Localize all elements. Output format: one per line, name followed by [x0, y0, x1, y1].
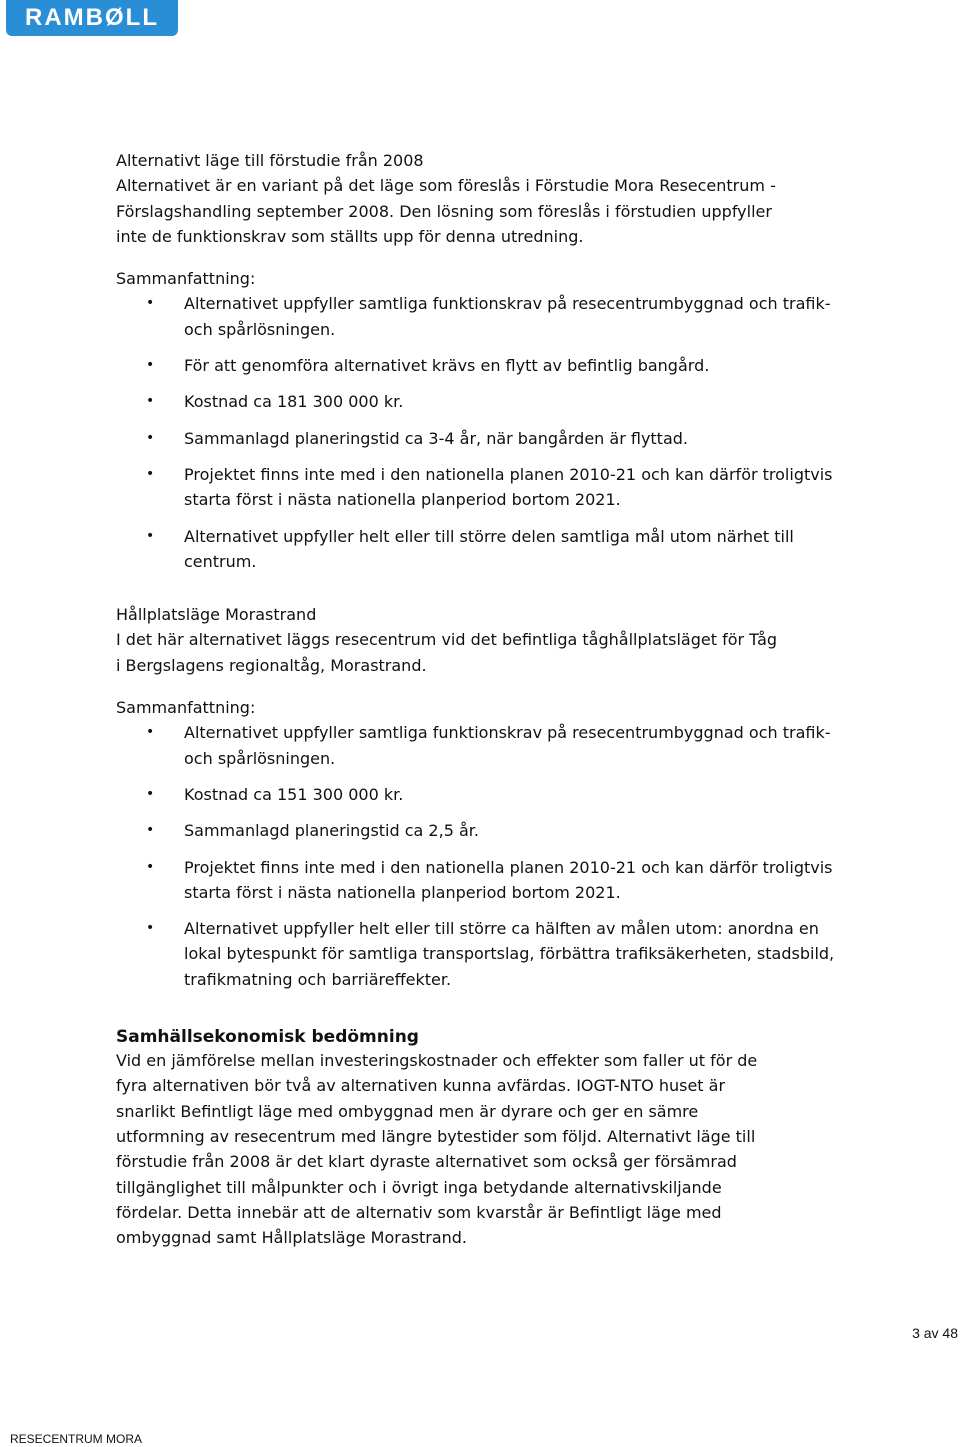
list-item: • Alternativet uppfyller helt eller till större ca hälften av målen utom: anordna en lokal bytespunkt för samtliga transportslag, förbättra trafiksäkerheten, stadsbild, trafikmatning och barriäreffekter. — [116, 916, 846, 992]
list-item: • Alternativet uppfyller samtliga funktionskrav på resecentrumbyggnad och trafik- och spårlösningen. — [116, 291, 846, 342]
page-number: 3 av 48 — [912, 1325, 958, 1341]
section-title: Alternativt läge till förstudie från 2008 — [116, 151, 424, 170]
document-body — [116, 148, 846, 1250]
paragraph-line: Förslagshandling september 2008. Den lösning som föreslås i förstudien uppfyller — [116, 201, 772, 221]
list-item: • Projektet finns inte med i den nationella planen 2010-21 och kan därför troligtvis starta först i nästa nationella planperiod bortom 2021. — [116, 855, 846, 906]
logo-text: RAMBØLL — [25, 4, 159, 31]
list-item: • Kostnad ca 151 300 000 kr. — [116, 782, 846, 807]
paragraph-line: Alternativet är en variant på det läge som föreslås i Förstudie Mora Resecentrum - — [116, 176, 776, 196]
summary-list — [116, 291, 846, 574]
paragraph-line: snarlikt Befintligt läge med ombyggnad men är dyrare och ger en sämre — [116, 1101, 699, 1121]
list-item: • För att genomföra alternativet krävs en flytt av befintlig bangård. — [116, 353, 846, 378]
paragraph-line: utformning av resecentrum med längre bytestider som följd. Alternativt läge till — [116, 1126, 756, 1146]
rambOll-logo — [6, 0, 178, 36]
footer-document-label: RESECENTRUM MORA — [10, 1432, 143, 1446]
section-title: Hållplatsläge Morastrand — [116, 605, 317, 625]
paragraph-line: I det här alternativet läggs resecentrum vid det befintliga tåghållplatsläget för Tåg — [116, 630, 778, 650]
paragraph-line: fördelar. Detta innebär att de alternativ som kvarstår är Befintligt läge med — [116, 1202, 722, 1222]
list-item: • Kostnad ca 181 300 000 kr. — [116, 389, 846, 414]
section-heading: Samhällsekonomisk bedömning — [116, 1027, 419, 1048]
summary-label: Sammanfattning: — [116, 269, 256, 289]
paragraph-line: tillgänglighet till målpunkter och i övrigt inga betydande alternativskiljande — [116, 1177, 722, 1197]
list-item: • Projektet finns inte med i den nationella planen 2010-21 och kan därför troligtvis starta först i nästa nationella planperiod bortom 2021. — [116, 462, 846, 513]
paragraph-line: i Bergslagens regionaltåg, Morastrand. — [116, 655, 427, 675]
paragraph-line: förstudie från 2008 är det klart dyraste alternativet som också ger försämrad — [116, 1152, 737, 1172]
summary-label: Sammanfattning: — [116, 698, 256, 718]
list-item: • Alternativet uppfyller samtliga funktionskrav på resecentrumbyggnad och trafik- och spårlösningen. — [116, 720, 846, 771]
list-item: • Sammanlagd planeringstid ca 3-4 år, när bangården är flyttad. — [116, 426, 846, 451]
summary-list — [116, 720, 846, 992]
paragraph-line: ombyggnad samt Hållplatsläge Morastrand. — [116, 1228, 468, 1248]
list-item: • Sammanlagd planeringstid ca 2,5 år. — [116, 818, 846, 843]
paragraph-line: Vid en jämförelse mellan investeringskostnader och effekter som faller ut för de — [116, 1051, 758, 1071]
list-item: • Alternativet uppfyller helt eller till större delen samtliga mål utom närhet till centrum. — [116, 524, 846, 575]
paragraph-line: fyra alternativen bör två av alternativen kunna avfärdas. IOGT-NTO huset är — [116, 1076, 726, 1096]
paragraph-line: inte de funktionskrav som ställts upp för denna utredning. — [116, 226, 584, 246]
